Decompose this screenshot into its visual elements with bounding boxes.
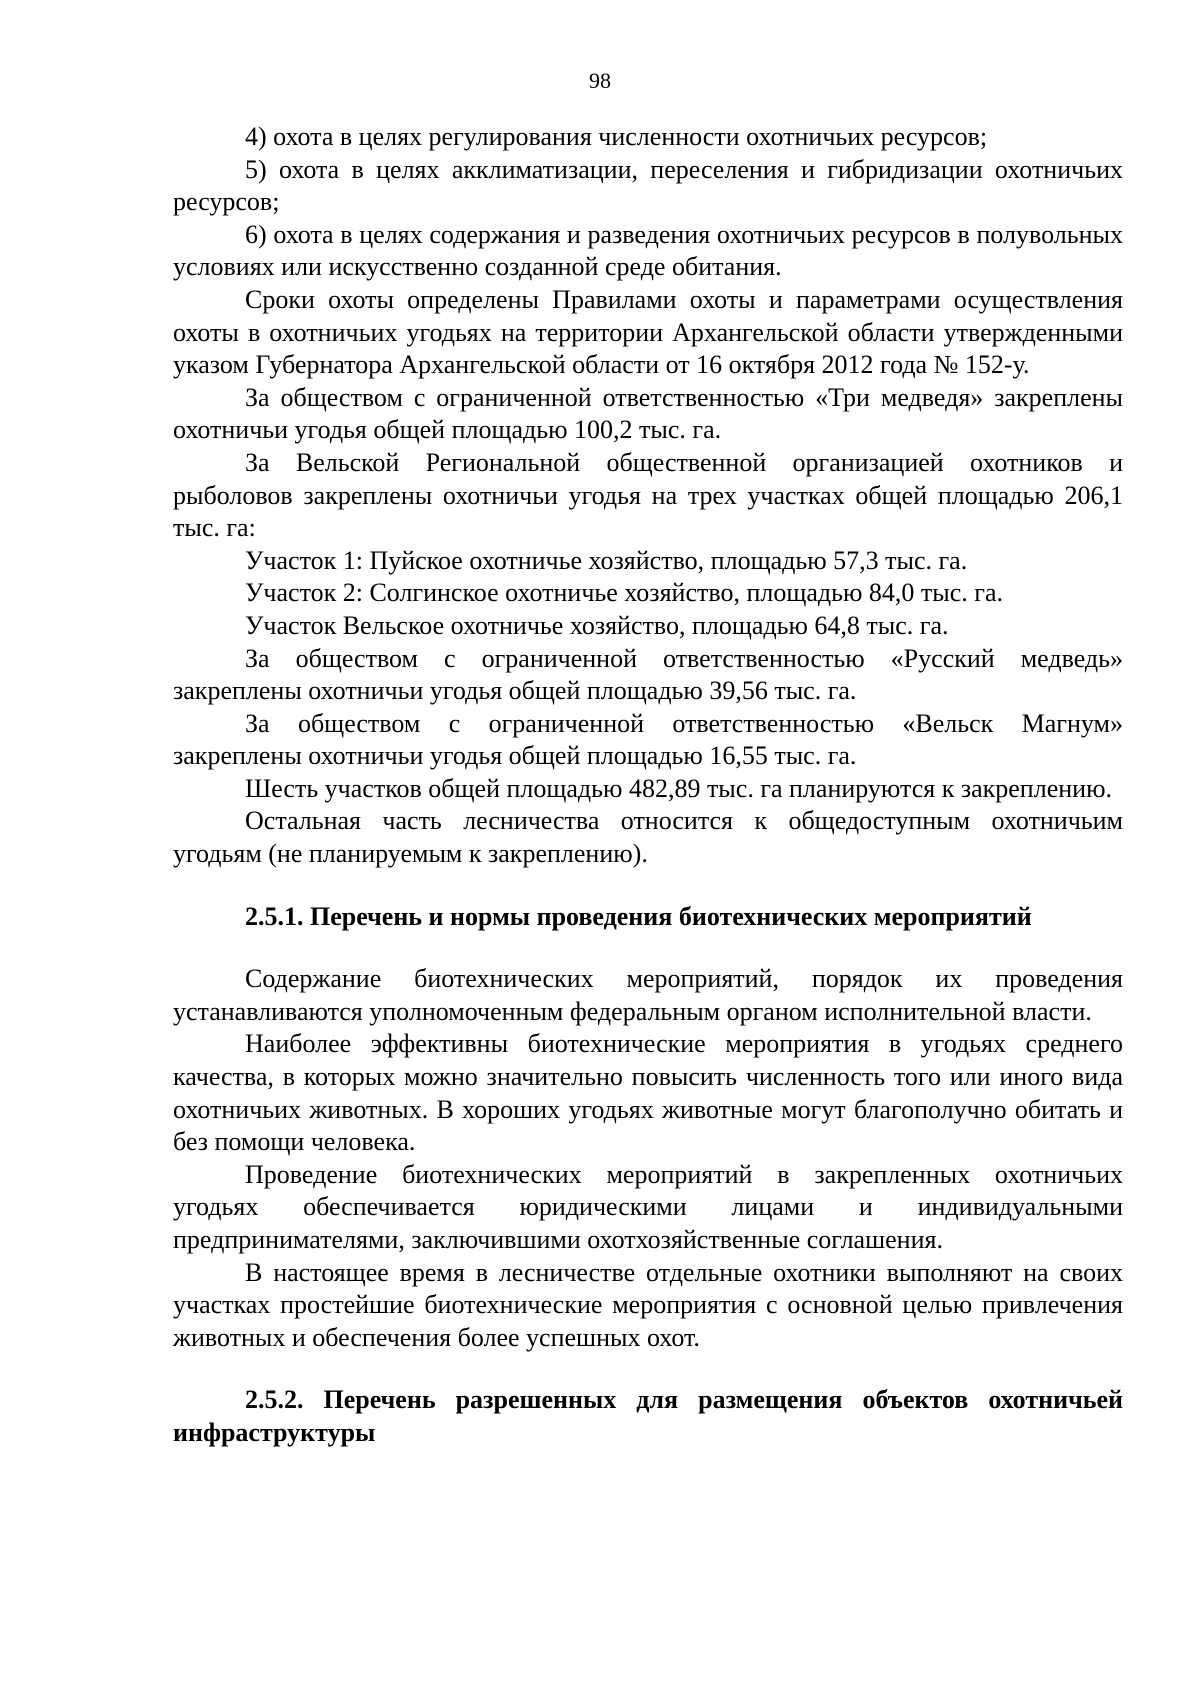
section-heading: 2.5.2. Перечень разрешенных для размещения объектов охотничьей инфраструктуры	[173, 1385, 1123, 1447]
paragraph: За обществом с ограниченной ответственностью «Русский медведь» закреплены охотничьи угодья общей площадью 39,56 тыс. га.	[173, 643, 1123, 706]
paragraph: За обществом с ограниченной ответственностью «Вельск Магнум» закреплены охотничьи угодья общей площадью 16,55 тыс. га.	[173, 708, 1123, 771]
paragraph: Участок 1: Пуйское охотничье хозяйство, площадью 57,3 тыс. га.	[245, 545, 968, 575]
paragraph: За Вельской Региональной общественной организацией охотников и рыболовов закреплены охотничьи угодья на трех участках общей площадью 206,1 тыс. га:	[173, 447, 1123, 543]
paragraph: 4) охота в целях регулирования численности охотничьих ресурсов;	[245, 122, 988, 151]
document-body	[173, 121, 1123, 1450]
section-heading: 2.5.1. Перечень и нормы проведения биотехнических мероприятий	[245, 901, 1032, 931]
paragraph: Участок Вельское охотничье хозяйство, площадью 64,8 тыс. га.	[245, 610, 949, 640]
paragraph: 6) охота в целях содержания и разведения охотничьих ресурсов в полувольных условиях или искусственно созданной среде обитания.	[173, 219, 1123, 282]
paragraph: Наиболее эффективны биотехнические мероприятия в угодьях среднего качества, в которых можно значительно повысить численность того или иного вида охотничьих животных. В хороших угодьях животные могут благополучно обитать и без помощи человека.	[173, 1029, 1123, 1157]
paragraph: В настоящее время в лесничестве отдельные охотники выполняют на своих участках простейшие биотехнические мероприятия с основной целью привлечения животных и обеспечения более успешных охот.	[173, 1257, 1123, 1352]
paragraph: За обществом с ограниченной ответственностью «Три медведя» закреплены охотничьи угодья общей площадью 100,2 тыс. га.	[173, 382, 1123, 445]
paragraph: Сроки охоты определены Правилами охоты и параметрами осуществления охоты в охотничьих угодьях на территории Архангельской области утвержденными указом Губернатора Архангельской области от 16 октября 2012 года № 152-у.	[173, 284, 1123, 380]
paragraph: 5) охота в целях акклиматизации, переселения и гибридизации охотничьих ресурсов;	[173, 154, 1123, 217]
paragraph: Проведение биотехнических мероприятий в закрепленных охотничьих угодьях обеспечивается юридическими лицами и индивидуальными предпринимателями, заключившими охотхозяйственные соглашения.	[173, 1159, 1123, 1254]
page-number: 98	[589, 68, 611, 93]
paragraph: Содержание биотехнических мероприятий, порядок их проведения устанавливаются уполномоченным федеральным органом исполнительной власти.	[173, 964, 1123, 1026]
paragraph: Участок 2: Солгинское охотничье хозяйство, площадью 84,0 тыс. га.	[245, 578, 1003, 608]
paragraph: Шесть участков общей площадью 482,89 тыс. га планируются к закреплению.	[245, 773, 1112, 803]
paragraph: Остальная часть лесничества относится к общедоступным охотничьим угодьям (не планируемым к закреплению).	[173, 806, 1123, 869]
